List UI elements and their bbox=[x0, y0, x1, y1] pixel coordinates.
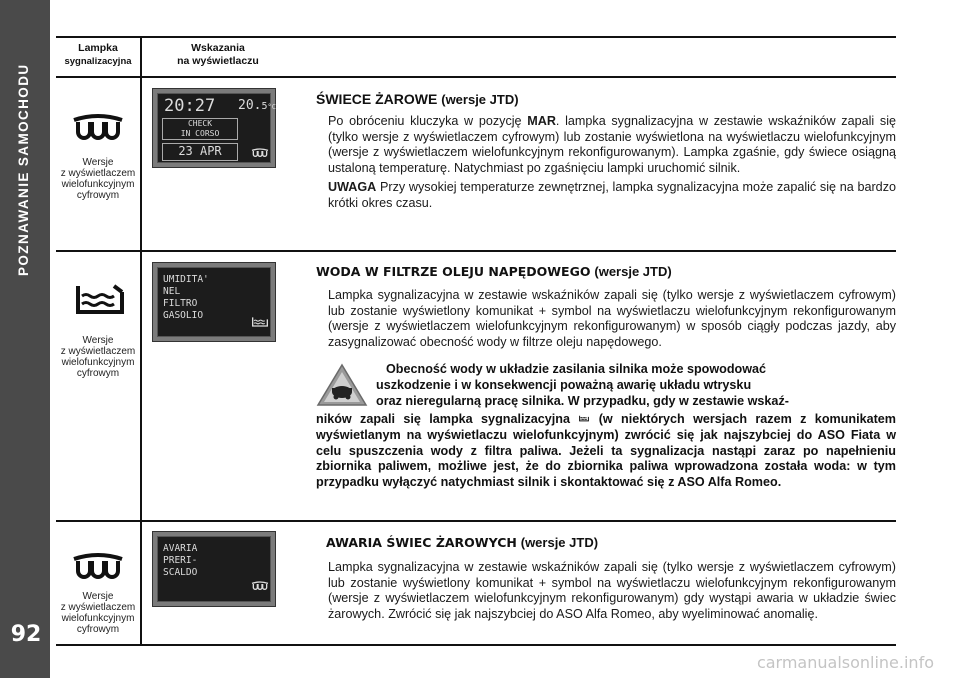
section-title-glow-plugs bbox=[316, 91, 519, 108]
display-screen-2 bbox=[157, 267, 271, 337]
display-water-icon bbox=[250, 314, 270, 330]
glow-plug-icon bbox=[68, 108, 128, 148]
display-screen bbox=[157, 93, 276, 163]
display-line3: SCALDO bbox=[163, 567, 198, 578]
display-check-line1: CHECK bbox=[187, 119, 213, 128]
section-title-vertical: POZNAWANIE SAMOCHODU bbox=[16, 63, 31, 277]
display-glow-plug-icon bbox=[250, 146, 270, 160]
p2-key: UWAGA bbox=[328, 180, 377, 194]
display-line1: AVARIA bbox=[163, 543, 198, 554]
warn4-post: (w niektórych wersjach razem z komunikatem wyświetlanym na wyświetlaczu wielofunkcyjnym) zwrócić się jak najszybciej do ASO Fiata w celu spuszczenia wody z filtra paliwa. Jeżeli ta sygnalizacja nastąpi zaraz po napełnieniu zbiornika paliwem, możliwe jest, że do zbiornika paliwa wprowadzona została woda: w tym przypadku wyłączyć natychmiast silnik i skontaktować się z ASO Alfa Romeo. bbox=[316, 412, 896, 490]
row-divider-2 bbox=[56, 520, 896, 522]
header-lamp bbox=[56, 42, 140, 68]
lamp-caption-1: Wersje z wyświetlaczem wielofunkcyjnym cyfrowym bbox=[60, 157, 136, 201]
water-in-fuel-inline-icon bbox=[578, 413, 590, 424]
paragraph-1 bbox=[316, 114, 896, 176]
glow-plug-fault-icon bbox=[68, 547, 128, 587]
display-temp-unit: °C bbox=[267, 103, 276, 111]
paragraph-1: Lampka sygnalizacyjna w zestawie wskaźników zapali się (tylko wersje z wyświetlaczem cyfrowym) lub zostanie wyświetlony komunikat + symbol na wyświetlaczu wielofunkcyjnym rekonfigurowanym (wersje z wyświetlaczem wielofunkcyjnym rekonfigurowanym) w sposób ciągły podczas jazdy, aby zasygnalizować obecność wody w filtrze oleju napędowego. bbox=[328, 288, 896, 349]
paragraph-2 bbox=[316, 180, 896, 211]
title-main: ŚWIECE ŻAROWE bbox=[316, 91, 438, 107]
title-sub: (wersje JTD) bbox=[520, 535, 599, 550]
bottom-rule bbox=[56, 644, 896, 646]
display-date: 23 APR bbox=[178, 144, 222, 158]
display-glow-plug-fault bbox=[152, 531, 276, 607]
header-display-line2: na wyświetlaczu bbox=[177, 55, 259, 67]
display-line2: PRERI- bbox=[163, 555, 198, 566]
paragraph-water-in-filter bbox=[316, 288, 896, 350]
title-sub: (wersje JTD) bbox=[594, 264, 672, 279]
header-rule bbox=[56, 76, 896, 78]
header-display bbox=[148, 42, 288, 68]
p1-pre: Po obróceniu kluczyka w pozycję bbox=[328, 114, 528, 128]
display-screen-3 bbox=[157, 536, 271, 602]
warning-icon bbox=[316, 362, 368, 408]
section-title-glow-plug-fault bbox=[326, 534, 598, 551]
page-number: 92 bbox=[10, 622, 42, 647]
warning-text-lines bbox=[376, 362, 896, 409]
display-time: 20:27 bbox=[164, 96, 216, 116]
row-divider-1 bbox=[56, 250, 896, 252]
column-divider bbox=[140, 37, 142, 645]
lamp-caption-2: Wersje z wyświetlaczem wielofunkcyjnym cyfrowym bbox=[60, 335, 136, 379]
title-main: AWARIA ŚWIEC ŻAROWYCH bbox=[326, 535, 517, 550]
warning-text bbox=[316, 412, 896, 491]
display-line4: GASOLIO bbox=[163, 310, 204, 321]
p2-post: Przy wysokiej temperaturze zewnętrznej, lampka sygnalizacyjna może zapalić się na bardzo krótki okres czasu. bbox=[328, 180, 896, 210]
title-main: WODA W FILTRZE OLEJU NAPĘDOWEGO bbox=[316, 264, 591, 279]
display-glow-plug bbox=[152, 88, 276, 168]
display-check-line2: IN CORSO bbox=[180, 129, 220, 138]
water-in-fuel-icon bbox=[70, 280, 130, 320]
p1-post: . lampka sygnalizacyjna w zestawie wskaźników zapali się (tylko wersje z wyświetlaczem cyfrowym) lub zostanie wyświetlona na wyświetlaczu wielofunkcyjnym (wersje z wyświetlaczem wielofunkcyjnym rekonfigurowanym). Lampka zgaśnie, gdy świece osiągną ustaloną temperaturę. Natychmiast po zgaśnięciu lampki uruchomić silnik. bbox=[328, 114, 896, 175]
header-lamp-line1: Lampka bbox=[78, 42, 118, 54]
warn-line2: uszkodzenie i w konsekwencji poważną awarię układu wtrysku bbox=[376, 377, 752, 392]
display-temp bbox=[238, 98, 276, 113]
watermark: carmanualsonline.info bbox=[756, 653, 934, 672]
warn4-pre: ników zapali się lampka sygnalizacyjna bbox=[316, 412, 579, 426]
header-display-line1: Wskazania bbox=[191, 42, 245, 54]
header-lamp-line2: sygnalizacyjna bbox=[64, 56, 132, 67]
display-glow-plug-icon bbox=[250, 579, 270, 593]
sidebar bbox=[0, 0, 50, 678]
display-line2: NEL bbox=[163, 286, 181, 297]
lamp-caption-3: Wersje z wyświetlaczem wielofunkcyjnym cyfrowym bbox=[60, 591, 136, 635]
warn-line1: Obecność wody w układzie zasilania silnika może spowodować bbox=[386, 362, 767, 376]
display-line1: UMIDITA' bbox=[163, 274, 209, 285]
title-sub: (wersje JTD) bbox=[441, 92, 519, 107]
display-line3: FILTRO bbox=[163, 298, 198, 309]
p1-key: MAR bbox=[527, 114, 556, 128]
display-temp-decimal: 5 bbox=[261, 101, 268, 112]
display-water-in-fuel bbox=[152, 262, 276, 342]
section-title-water-in-filter bbox=[316, 263, 672, 280]
paragraph-glow-plug-fault bbox=[316, 560, 896, 622]
display-temp-value: 20. bbox=[238, 98, 262, 113]
warn-line3: oraz nieregularną pracę silnika. W przypadku, gdy w zestawie wskaź- bbox=[376, 393, 789, 408]
paragraph-1: Lampka sygnalizacyjna w zestawie wskaźników zapali się (tylko wersje z wyświetlaczem cyfrowym) lub zostanie wyświetlony komunikat + symbol na wyświetlaczu wielofunkcyjnym rekonfigurowanym (wersje z wyświetlaczem wielofunkcyjnym rekonfigurowanym) gdy wystąpi awaria w układzie świec żarowych. Zwrócić się jak najszybciej do ASO Alfa Romeo, aby wyeliminować anomalię. bbox=[328, 560, 896, 621]
top-rule bbox=[56, 36, 896, 38]
paragraph-glow-plugs bbox=[316, 114, 896, 211]
